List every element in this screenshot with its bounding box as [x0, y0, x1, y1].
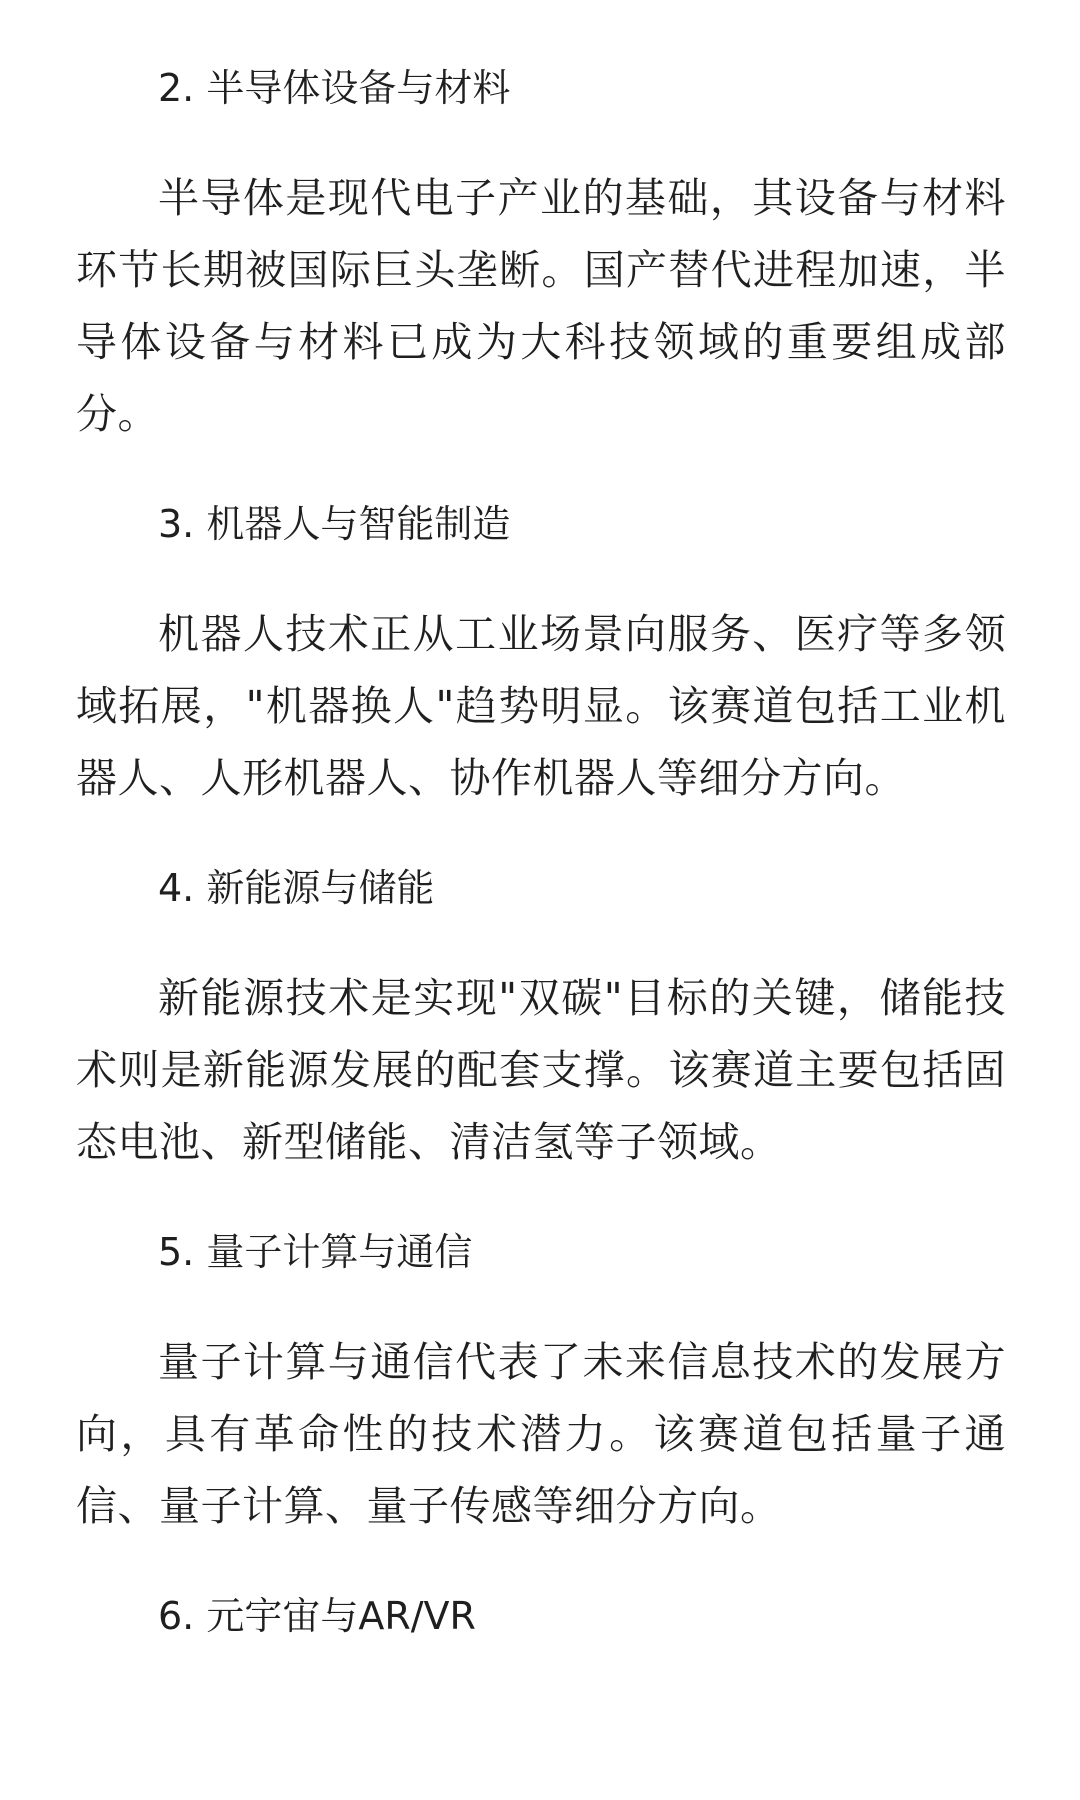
- article-body: [76, 52, 1006, 1652]
- section-paragraph-5: 量子计算与通信代表了未来信息技术的发展方向，具有革命性的技术潜力。该赛道包括量子通信、量子计算、量子传感等细分方向。: [76, 1338, 1006, 1530]
- section-paragraph-3: 机器人技术正从工业场景向服务、医疗等多领域拓展，"机器换人"趋势明显。该赛道包括工业机器人、人形机器人、协作机器人等细分方向。: [76, 610, 1006, 802]
- section-heading-5: 5. 量子计算与通信: [158, 1230, 473, 1274]
- section-paragraph-4: 新能源技术是实现"双碳"目标的关键，储能技术则是新能源发展的配套支撑。该赛道主要包括固态电池、新型储能、清洁氢等子领域。: [76, 974, 1006, 1166]
- section-paragraph-2: 半导体是现代电子产业的基础，其设备与材料环节长期被国际巨头垄断。国产替代进程加速，半导体设备与材料已成为大科技领域的重要组成部分。: [76, 174, 1006, 438]
- section-heading-6: 6. 元宇宙与AR/VR: [158, 1594, 476, 1638]
- section-heading-2: 2. 半导体设备与材料: [158, 66, 511, 110]
- section-heading-3: 3. 机器人与智能制造: [158, 502, 511, 546]
- section-heading-4: 4. 新能源与储能: [158, 866, 435, 910]
